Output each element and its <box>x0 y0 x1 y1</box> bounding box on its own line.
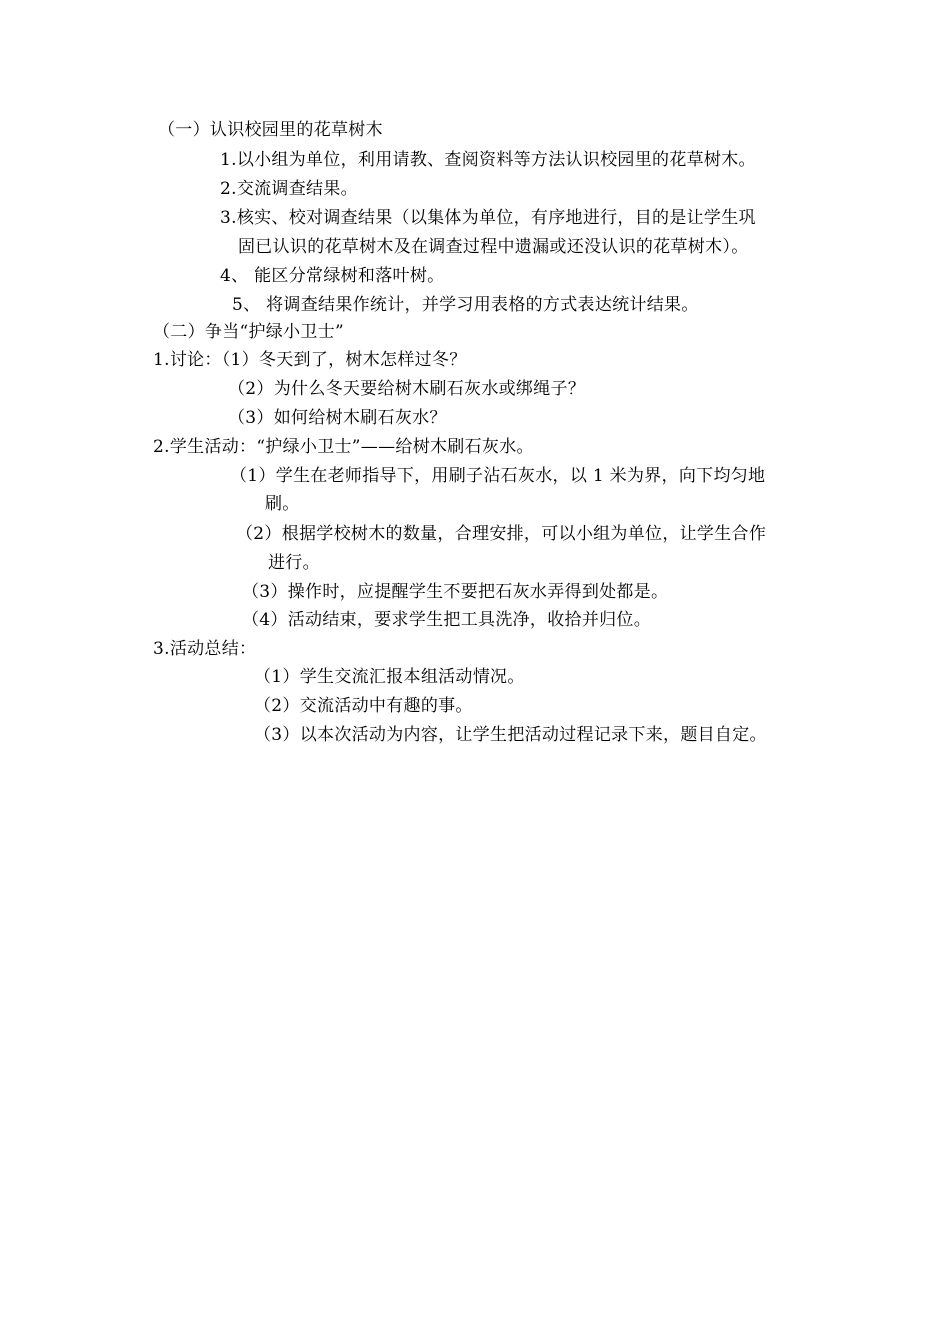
section2-heading: （二）争当“护绿小卫士” <box>153 322 344 342</box>
discussion-question-3: （3）如何给树木刷石灰水？ <box>228 408 447 428</box>
section1-item-4: 4、 能区分常绿树和落叶树。 <box>220 266 445 286</box>
activity-step-2-line1: （2）根据学校树木的数量，合理安排，可以小组为单位，让学生合作 <box>236 524 767 544</box>
section1-item-5: 5、 将调查结果作统计，并学习用表格的方式表达统计结果。 <box>232 295 699 315</box>
section1-heading: （一）认识校园里的花草树木 <box>158 120 383 140</box>
section1-item-2: 2.交流调查结果。 <box>220 179 358 199</box>
activity-title: 2.学生活动：“护绿小卫士”——给树木刷石灰水。 <box>153 437 534 457</box>
summary-title: 3.活动总结： <box>153 639 257 659</box>
summary-step-2: （2）交流活动中有趣的事。 <box>254 696 473 716</box>
activity-step-3: （3）操作时，应提醒学生不要把石灰水弄得到处都是。 <box>242 582 669 602</box>
summary-step-1: （1）学生交流汇报本组活动情况。 <box>254 667 525 687</box>
activity-step-1-line1: （1）学生在老师指导下，用刷子沾石灰水，以 1 米为界，向下均匀地 <box>230 466 766 486</box>
activity-step-2-line2: 进行。 <box>268 553 320 573</box>
activity-step-1-line2: 刷。 <box>265 494 300 514</box>
section1-item-1: 1.以小组为单位，利用请教、查阅资料等方法认识校园里的花草树木。 <box>220 150 756 170</box>
discussion-question-1: 1.讨论：（1）冬天到了，树木怎样过冬？ <box>153 350 467 370</box>
section1-item-3-line1: 3.核实、校对调查结果（以集体为单位，有序地进行，目的是让学生巩 <box>220 208 756 228</box>
section1-item-3-line2: 固已认识的花草树木及在调查过程中遗漏或还没认识的花草树木）。 <box>238 237 749 257</box>
discussion-question-2: （2）为什么冬天要给树木刷石灰水或绑绳子？ <box>228 379 586 399</box>
summary-step-3: （3）以本次活动为内容，让学生把活动过程记录下来，题目自定。 <box>254 725 767 745</box>
activity-step-4: （4）活动结束，要求学生把工具洗净，收拾并归位。 <box>242 610 652 630</box>
